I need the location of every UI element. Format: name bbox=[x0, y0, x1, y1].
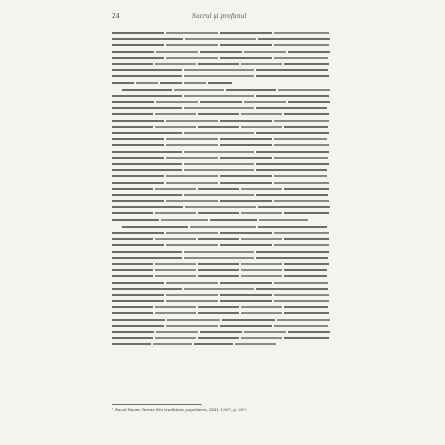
paragraph bbox=[112, 224, 330, 348]
text-line-segment bbox=[112, 144, 164, 146]
text-line-segment bbox=[155, 126, 196, 128]
text-line-segment bbox=[198, 63, 239, 65]
text-line-segment bbox=[244, 331, 286, 333]
text-line-segment bbox=[112, 169, 182, 171]
text-line-segment bbox=[241, 113, 282, 115]
text-line-segment bbox=[274, 232, 329, 234]
text-line-segment bbox=[112, 282, 164, 284]
text-line-segment bbox=[258, 206, 330, 208]
text-line-segment bbox=[112, 38, 183, 40]
text-line-segment bbox=[136, 82, 158, 84]
text-line-segment bbox=[112, 343, 151, 345]
text-line-segment bbox=[112, 188, 153, 190]
text-line-segment bbox=[190, 226, 256, 228]
text-line-segment bbox=[166, 144, 218, 146]
footnote-rule bbox=[112, 404, 202, 405]
text-line-segment bbox=[166, 157, 218, 159]
text-line-segment bbox=[112, 263, 153, 265]
text-line-segment bbox=[274, 200, 329, 202]
text-line-segment bbox=[112, 325, 164, 327]
text-line-segment bbox=[198, 238, 239, 240]
text-line-segment bbox=[256, 194, 328, 196]
text-line-segment bbox=[112, 51, 154, 53]
text-line-segment bbox=[112, 151, 182, 153]
text-line-segment bbox=[166, 138, 218, 140]
text-line-segment bbox=[112, 251, 182, 253]
text-line-segment bbox=[284, 306, 328, 308]
text-line-segment bbox=[155, 337, 196, 339]
text-line-segment bbox=[166, 325, 218, 327]
text-line-segment bbox=[166, 294, 218, 296]
text-line-segment bbox=[256, 151, 329, 153]
text-line-segment bbox=[112, 44, 164, 46]
text-line-segment bbox=[112, 138, 164, 140]
text-line-segment bbox=[112, 238, 153, 240]
text-line-segment bbox=[244, 51, 286, 53]
text-line-segment bbox=[198, 337, 239, 339]
text-line-segment bbox=[220, 325, 272, 327]
text-line-segment bbox=[284, 269, 327, 271]
text-line-segment bbox=[198, 275, 239, 277]
text-line-segment bbox=[166, 120, 218, 122]
text-line-segment bbox=[256, 95, 329, 97]
text-line-segment bbox=[288, 331, 330, 333]
text-line-segment bbox=[112, 232, 164, 234]
text-line-segment bbox=[112, 75, 182, 77]
text-line-segment bbox=[112, 69, 182, 71]
text-line-segment bbox=[112, 182, 164, 184]
text-line-segment bbox=[155, 212, 196, 214]
text-line-segment bbox=[112, 82, 134, 84]
text-line-segment bbox=[112, 132, 182, 134]
text-line-segment bbox=[284, 212, 329, 214]
text-line-segment bbox=[155, 306, 196, 308]
text-line-segment bbox=[156, 51, 198, 53]
text-line-segment bbox=[235, 343, 276, 345]
text-line bbox=[112, 80, 330, 86]
text-line-segment bbox=[220, 232, 272, 234]
page-header bbox=[112, 12, 332, 22]
text-line-segment bbox=[274, 44, 329, 46]
text-line-segment bbox=[166, 300, 218, 302]
text-line-segment bbox=[184, 288, 254, 290]
text-line-segment bbox=[112, 306, 153, 308]
text-line-segment bbox=[156, 331, 198, 333]
text-line-segment bbox=[220, 120, 272, 122]
text-line-segment bbox=[155, 113, 196, 115]
text-line-segment bbox=[112, 275, 153, 277]
text-line-segment bbox=[220, 157, 272, 159]
text-line-segment bbox=[184, 95, 254, 97]
text-line-segment bbox=[220, 244, 272, 246]
text-line-segment bbox=[284, 188, 329, 190]
text-line-segment bbox=[210, 219, 257, 221]
text-line-segment bbox=[288, 101, 330, 103]
text-line-segment bbox=[166, 32, 218, 34]
text-line-segment bbox=[241, 126, 282, 128]
text-line-segment bbox=[284, 312, 329, 314]
text-line-segment bbox=[241, 306, 282, 308]
text-line-segment bbox=[274, 175, 327, 177]
text-line-segment bbox=[112, 120, 164, 122]
text-line-segment bbox=[198, 126, 239, 128]
text-line-segment bbox=[155, 312, 196, 314]
text-line-segment bbox=[155, 275, 196, 277]
text-line-segment bbox=[274, 325, 328, 327]
text-line-segment bbox=[112, 337, 153, 339]
text-line-segment bbox=[274, 157, 328, 159]
text-line-segment bbox=[155, 238, 196, 240]
text-line-segment bbox=[241, 238, 282, 240]
text-line-segment bbox=[112, 269, 153, 271]
text-line-segment bbox=[220, 175, 272, 177]
text-line-segment bbox=[288, 51, 330, 53]
text-line-segment bbox=[220, 44, 272, 46]
text-line-segment bbox=[112, 244, 164, 246]
text-line-segment bbox=[184, 107, 254, 109]
text-line-segment bbox=[278, 89, 330, 91]
text-line-segment bbox=[112, 219, 159, 221]
text-line-segment bbox=[220, 138, 272, 140]
text-line-segment bbox=[122, 89, 172, 91]
text-line-segment bbox=[274, 120, 329, 122]
text-line-segment bbox=[194, 343, 233, 345]
text-line-segment bbox=[258, 226, 327, 228]
text-line-segment bbox=[112, 200, 164, 202]
text-line-segment bbox=[241, 337, 282, 339]
text-line-segment bbox=[112, 300, 164, 302]
text-line-segment bbox=[256, 107, 327, 109]
text-line-segment bbox=[284, 275, 327, 277]
text-line-segment bbox=[222, 319, 275, 321]
text-line-segment bbox=[220, 182, 272, 184]
text-line-segment bbox=[284, 63, 329, 65]
text-line-segment bbox=[155, 263, 196, 265]
text-line-segment bbox=[256, 251, 329, 253]
text-line bbox=[112, 217, 330, 223]
text-line-segment bbox=[244, 101, 286, 103]
text-line-segment bbox=[284, 113, 329, 115]
text-line-segment bbox=[241, 269, 282, 271]
text-line-segment bbox=[167, 319, 220, 321]
text-line-segment bbox=[256, 257, 328, 259]
text-line bbox=[112, 341, 330, 347]
body-text bbox=[112, 30, 330, 349]
text-line-segment bbox=[284, 337, 329, 339]
text-line-segment bbox=[274, 294, 329, 296]
text-line-segment bbox=[259, 219, 308, 221]
text-line-segment bbox=[155, 269, 196, 271]
text-line-segment bbox=[112, 95, 182, 97]
text-line-segment bbox=[112, 101, 154, 103]
text-line-segment bbox=[274, 300, 329, 302]
text-line-segment bbox=[274, 144, 329, 146]
text-line-segment bbox=[112, 113, 153, 115]
text-line-segment bbox=[166, 44, 218, 46]
paragraph bbox=[112, 87, 330, 223]
text-line-segment bbox=[220, 32, 272, 34]
text-line-segment bbox=[184, 132, 254, 134]
text-line-segment bbox=[198, 113, 239, 115]
text-line-segment bbox=[184, 257, 254, 259]
text-line-segment bbox=[112, 157, 164, 159]
text-line-segment bbox=[277, 319, 330, 321]
text-line-segment bbox=[241, 263, 282, 265]
text-line-segment bbox=[155, 63, 196, 65]
text-line-segment bbox=[200, 51, 242, 53]
text-line-segment bbox=[112, 288, 182, 290]
text-line-segment bbox=[274, 138, 327, 140]
text-line-segment bbox=[241, 312, 282, 314]
text-line-segment bbox=[274, 182, 329, 184]
text-line-segment bbox=[284, 238, 329, 240]
text-line-segment bbox=[112, 175, 164, 177]
text-line-segment bbox=[184, 163, 254, 165]
text-line-segment bbox=[160, 82, 182, 84]
text-line-segment bbox=[185, 38, 256, 40]
text-line-segment bbox=[256, 169, 327, 171]
text-line-segment bbox=[166, 232, 218, 234]
text-line-segment bbox=[198, 263, 239, 265]
text-line-segment bbox=[198, 312, 239, 314]
text-line-segment bbox=[155, 188, 196, 190]
text-line-segment bbox=[184, 169, 254, 171]
text-line-segment bbox=[241, 63, 282, 65]
text-line-segment bbox=[174, 89, 224, 91]
text-line-segment bbox=[220, 200, 272, 202]
text-line-segment bbox=[220, 300, 272, 302]
text-line-segment bbox=[112, 194, 182, 196]
text-line-segment bbox=[220, 57, 272, 59]
text-line-segment bbox=[184, 251, 254, 253]
text-line-segment bbox=[166, 282, 218, 284]
text-line-segment bbox=[112, 163, 182, 165]
text-line-segment bbox=[198, 188, 239, 190]
text-line-segment bbox=[184, 69, 254, 71]
text-line-segment bbox=[256, 132, 329, 134]
text-line-segment bbox=[156, 101, 198, 103]
page-number: 24 bbox=[112, 13, 120, 20]
text-line-segment bbox=[112, 212, 153, 214]
text-line-segment bbox=[184, 82, 206, 84]
text-line-segment bbox=[112, 63, 153, 65]
text-line-segment bbox=[220, 294, 272, 296]
text-line-segment bbox=[198, 212, 239, 214]
text-line-segment bbox=[166, 200, 218, 202]
text-line-segment bbox=[258, 38, 330, 40]
text-line-segment bbox=[220, 144, 272, 146]
text-line-segment bbox=[184, 194, 254, 196]
text-line-segment bbox=[284, 263, 329, 265]
text-line-segment bbox=[112, 126, 153, 128]
text-line-segment bbox=[256, 288, 328, 290]
text-line-segment bbox=[284, 126, 328, 128]
text-line-segment bbox=[112, 257, 182, 259]
text-line-segment bbox=[274, 244, 329, 246]
text-line-segment bbox=[112, 57, 164, 59]
text-line-segment bbox=[241, 188, 282, 190]
text-line-segment bbox=[161, 219, 208, 221]
text-line-segment bbox=[198, 306, 239, 308]
text-line-segment bbox=[226, 89, 276, 91]
text-line-segment bbox=[112, 312, 153, 314]
text-line-segment bbox=[256, 163, 329, 165]
text-line-segment bbox=[112, 107, 182, 109]
text-line-segment bbox=[112, 206, 183, 208]
text-line-segment bbox=[122, 226, 188, 228]
text-line-segment bbox=[184, 75, 254, 77]
text-line-segment bbox=[153, 343, 192, 345]
text-line-segment bbox=[112, 331, 154, 333]
text-line-segment bbox=[166, 57, 218, 59]
text-line-segment bbox=[256, 75, 329, 77]
text-line-segment bbox=[112, 294, 164, 296]
text-line-segment bbox=[166, 244, 218, 246]
text-line-segment bbox=[198, 269, 239, 271]
text-line-segment bbox=[208, 82, 232, 84]
paragraph bbox=[112, 30, 330, 86]
footnote: ¹ Raoul Bauer, Revue des traditions populaires, XXII, 1907, p. 287. bbox=[112, 407, 248, 412]
running-title: Sacrul şi profanul bbox=[192, 13, 247, 20]
text-line-segment bbox=[184, 151, 254, 153]
text-line-segment bbox=[185, 206, 256, 208]
text-line-segment bbox=[274, 282, 328, 284]
text-line-segment bbox=[166, 182, 218, 184]
text-line-segment bbox=[166, 175, 218, 177]
text-line-segment bbox=[112, 319, 165, 321]
text-line-segment bbox=[112, 32, 164, 34]
text-line-segment bbox=[274, 32, 329, 34]
text-line-segment bbox=[274, 57, 328, 59]
text-line-segment bbox=[256, 69, 328, 71]
text-line-segment bbox=[200, 101, 242, 103]
text-line-segment bbox=[241, 275, 282, 277]
text-line-segment bbox=[241, 212, 282, 214]
text-line-segment bbox=[200, 331, 242, 333]
text-line-segment bbox=[220, 282, 272, 284]
